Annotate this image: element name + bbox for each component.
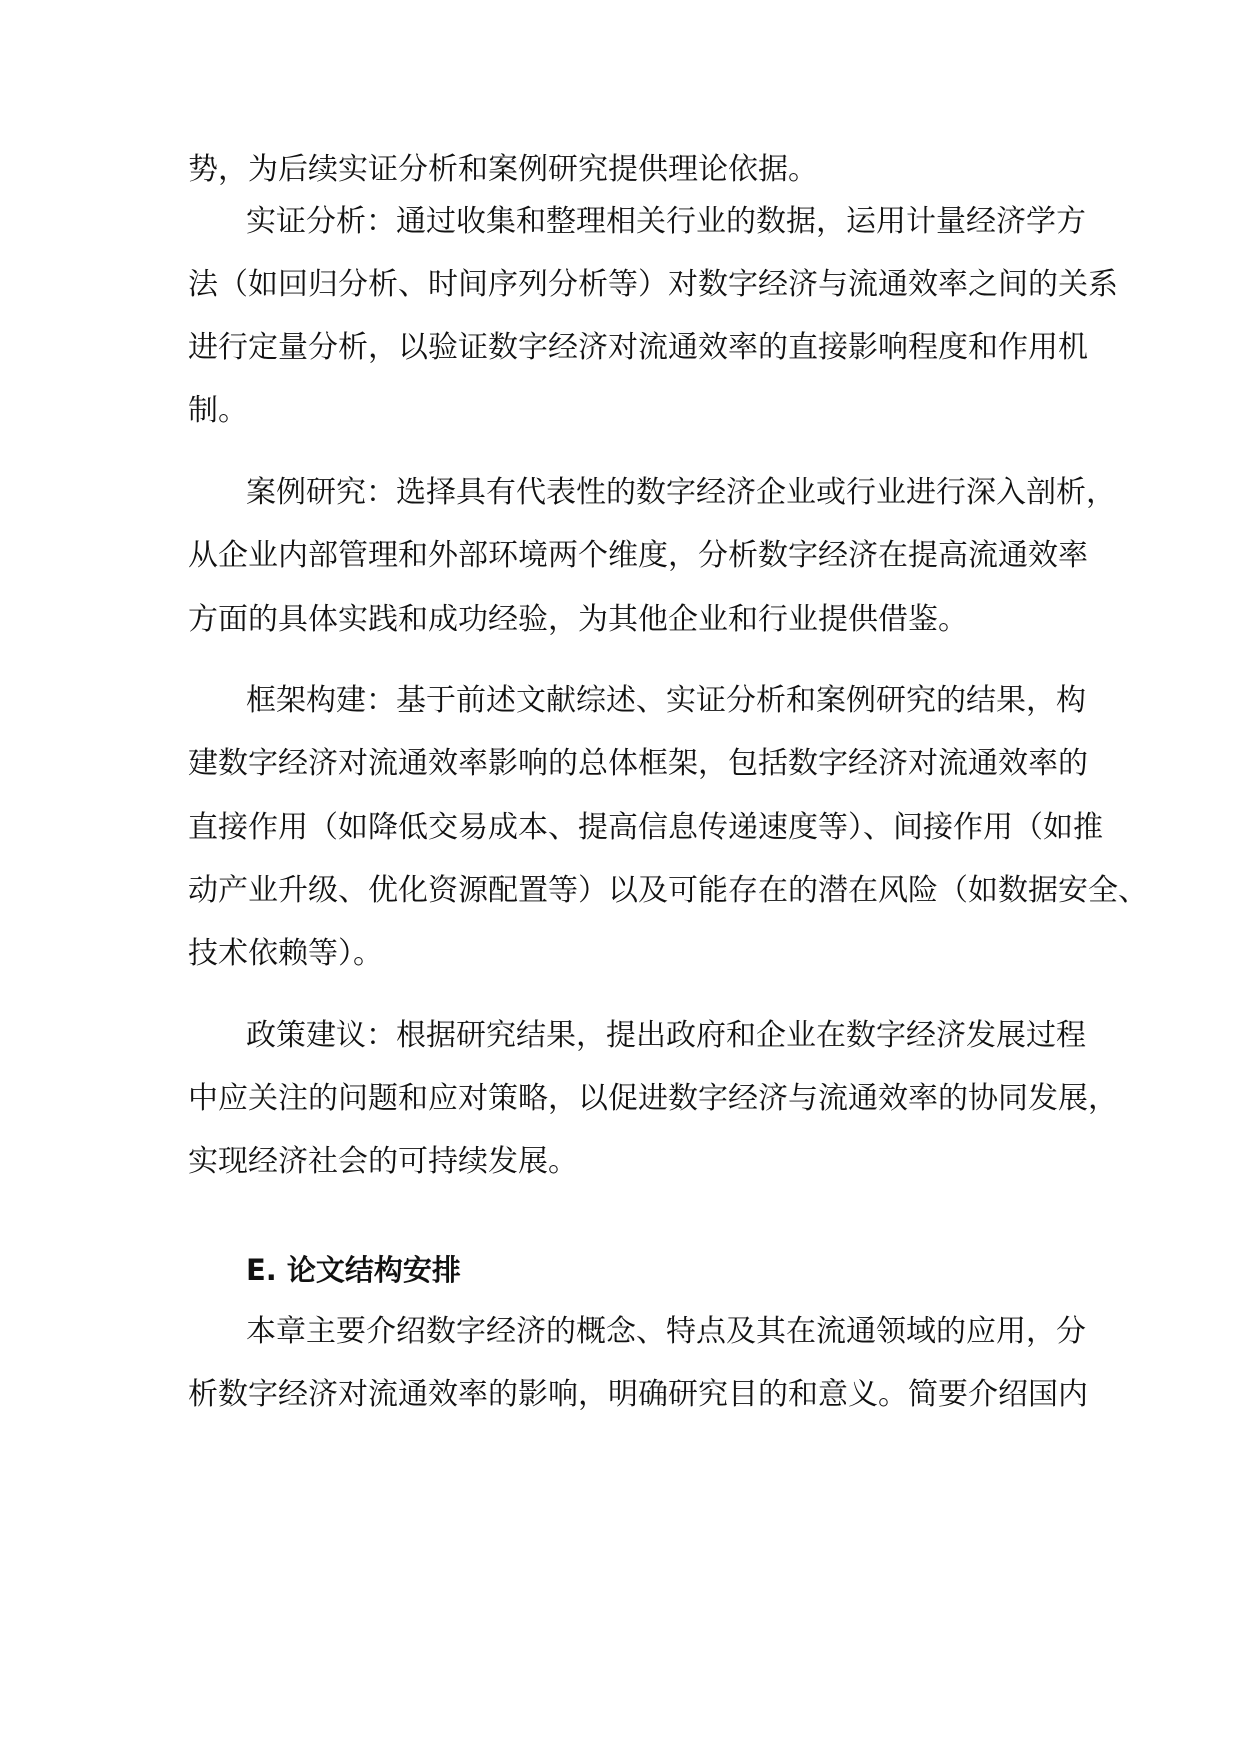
paragraph-line: 动产业升级、优化资源配置等）以及可能存在的潜在风险（如数据安全、 xyxy=(188,873,1148,908)
section-heading: E. 论文结构安排 xyxy=(246,1253,461,1287)
paragraph-line: 政策建议：根据研究结果，提出政府和企业在数字经济发展过程 xyxy=(246,1018,1086,1053)
paragraph-line: 中应关注的问题和应对策略，以促进数字经济与流通效率的协同发展， xyxy=(188,1081,1118,1116)
paragraph-line: 从企业内部管理和外部环境两个维度，分析数字经济在提高流通效率 xyxy=(188,538,1088,573)
paragraph-line: 实现经济社会的可持续发展。 xyxy=(188,1144,578,1179)
paragraph-line: 制。 xyxy=(188,393,248,428)
paragraph-line: 法（如回归分析、时间序列分析等）对数字经济与流通效率之间的关系 xyxy=(188,267,1118,302)
paragraph-line: 建数字经济对流通效率影响的总体框架，包括数字经济对流通效率的 xyxy=(188,746,1088,781)
paragraph-line: 势，为后续实证分析和案例研究提供理论依据。 xyxy=(188,152,818,187)
paragraph-line: 方面的具体实践和成功经验，为其他企业和行业提供借鉴。 xyxy=(188,602,968,637)
paragraph-line: 框架构建：基于前述文献综述、实证分析和案例研究的结果，构 xyxy=(246,683,1086,718)
paragraph-line: 实证分析：通过收集和整理相关行业的数据，运用计量经济学方 xyxy=(246,204,1086,239)
paragraph-line: 析数字经济对流通效率的影响，明确研究目的和意义。简要介绍国内 xyxy=(188,1377,1088,1412)
paragraph-line: 直接作用（如降低交易成本、提高信息传递速度等）、间接作用（如推 xyxy=(188,810,1103,845)
paragraph-line: 进行定量分析，以验证数字经济对流通效率的直接影响程度和作用机 xyxy=(188,330,1088,365)
paragraph-line: 本章主要介绍数字经济的概念、特点及其在流通领域的应用，分 xyxy=(246,1314,1086,1349)
paragraph-line: 技术依赖等）。 xyxy=(188,936,383,971)
paragraph-line: 案例研究：选择具有代表性的数字经济企业或行业进行深入剖析， xyxy=(246,475,1116,510)
